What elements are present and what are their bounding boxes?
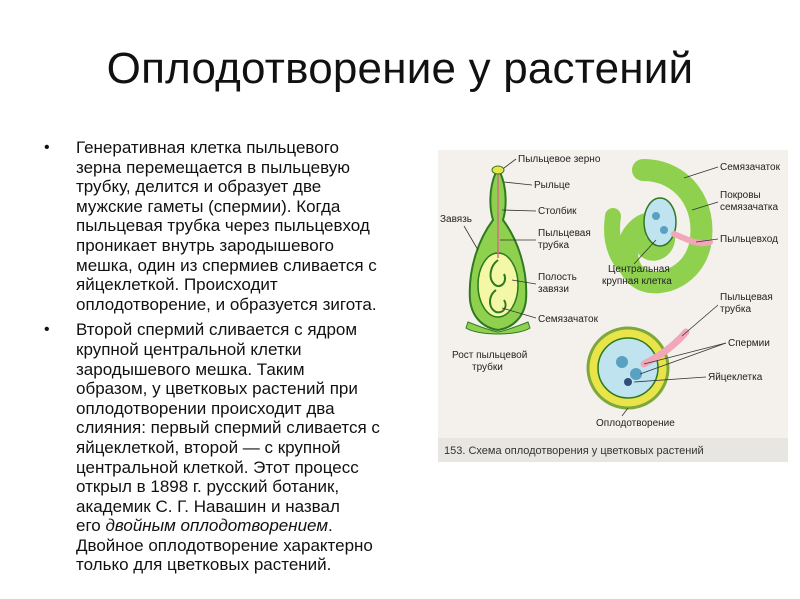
label-egg: Яйцеклетка <box>708 372 763 383</box>
text-line: Двойное оплодотворение характерно <box>76 535 373 555</box>
label-growth-2: трубки <box>472 362 503 373</box>
label-pollen-grain: Пыльцевое зерно <box>518 154 601 165</box>
label-pollen-tube-right-2: трубка <box>720 304 752 315</box>
text-line: центральной клеткой. Этот процесс <box>76 457 359 477</box>
text-line: мешка, один из спермиев сливается с <box>76 255 377 275</box>
figure-caption: 153. Схема оплодотворения у цветковых растений <box>444 445 704 457</box>
bullet-dot-icon: • <box>44 321 50 339</box>
bullet-dot-icon: • <box>44 139 50 156</box>
text-line: трубку, делится и образует две <box>76 177 322 197</box>
label-stigma: Рыльце <box>534 180 571 191</box>
label-ovule-left: Семязачаток <box>538 314 598 325</box>
text-line: мужские гаметы (спермии). Когда <box>76 196 341 216</box>
bullet-list <box>44 138 439 581</box>
fertilization-diagram <box>438 150 788 462</box>
text-line: крупной центральной клетки <box>76 339 302 359</box>
text-line: оплодотворение, и образуется зигота. <box>76 294 377 314</box>
text-line <box>76 516 439 536</box>
bullet-item <box>44 320 439 575</box>
slide-title: Оплодотворение у растений <box>106 44 694 93</box>
text-line: слияния: первый спермий сливается с <box>76 418 380 438</box>
text-line: пыльцевая трубка через пыльцевход <box>76 216 370 236</box>
text-line: оплодотворении происходит два <box>76 398 335 418</box>
label-central-cell-2: крупная клетка <box>602 276 672 287</box>
label-growth: Рост пыльцевой <box>452 350 528 361</box>
text-line: образом, у цветковых растений при <box>76 379 358 399</box>
text-line: академик С. Г. Навашин и назвал <box>76 496 340 516</box>
label-fertilization: Оплодотворение <box>596 418 675 429</box>
label-ovary-cavity: Полость <box>538 272 577 283</box>
label-pollen-tube: Пыльцевая <box>538 228 591 239</box>
label-ovary: Завязь <box>440 214 473 225</box>
text-line: зерна перемещается в пыльцевую <box>76 157 351 177</box>
text-suffix: . <box>327 516 333 536</box>
text-line: зародышевого мешка. Таким <box>76 359 305 379</box>
text-line: только для цветковых растений. <box>76 555 332 575</box>
label-ovule-right: Семязачаток <box>720 162 780 173</box>
text-line: яйцеклеткой, второй — с крупной <box>76 437 341 457</box>
label-integuments: Покровы <box>720 190 761 201</box>
label-micropyle: Пыльцевход <box>720 234 778 245</box>
text-line: яйцеклеткой. Происходит <box>76 275 278 295</box>
label-sperm: Спермии <box>728 338 770 349</box>
text-line: Второй спермий сливается с ядром <box>76 320 358 340</box>
text-line: проникает внутрь зародышевого <box>76 235 334 255</box>
label-integuments-2: семязачатка <box>720 202 779 213</box>
label-ovary-cavity-2: завязи <box>538 284 569 295</box>
label-central-cell: Центральная <box>608 264 670 275</box>
text-line: открыл в 1898 г. русский ботаник, <box>76 477 340 497</box>
label-style: Столбик <box>538 206 577 217</box>
bullet-item <box>44 138 439 314</box>
emphasis-term: двойным оплодотворением <box>105 516 328 536</box>
text-line: Генеративная клетка пыльцевого <box>76 138 339 157</box>
text-prefix: его <box>76 516 106 536</box>
label-pollen-tube-right: Пыльцевая <box>720 292 773 303</box>
label-pollen-tube-2: трубка <box>538 240 570 251</box>
